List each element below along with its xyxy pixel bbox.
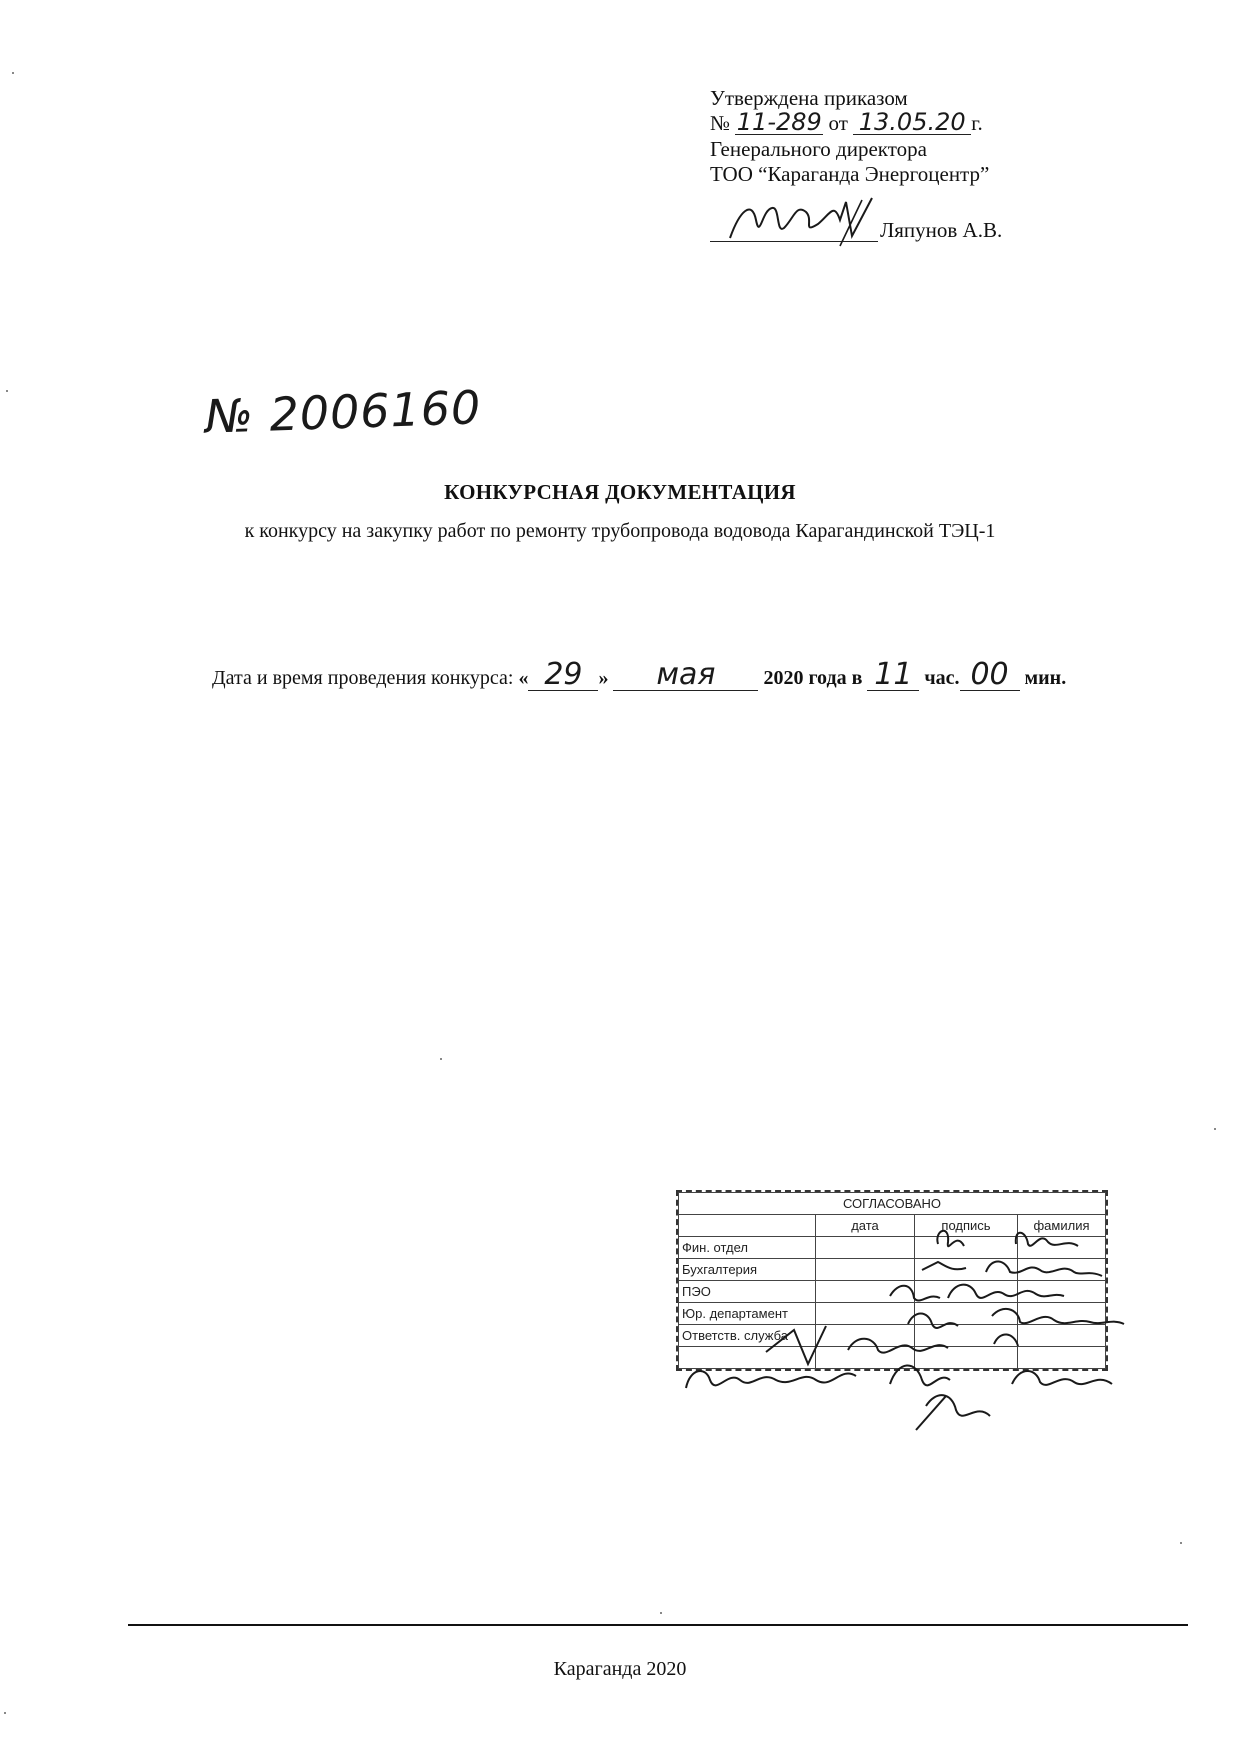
scan-speck (660, 1612, 662, 1614)
contest-month: мая (613, 660, 758, 691)
hour-label: час. (924, 667, 960, 689)
stamp-col-surname: фамилия (1018, 1215, 1106, 1237)
order-date-prefix: от (828, 111, 848, 135)
date-prefix: Дата и время проведения конкурса: (212, 667, 514, 689)
contest-year: 2020 года в (763, 667, 863, 689)
stamp-col-date: дата (816, 1215, 915, 1237)
scan-speck (1180, 1542, 1182, 1544)
stamp-col-signature: подпись (915, 1215, 1018, 1237)
stamp-row-label: Бухгалтерия (679, 1259, 816, 1281)
stamp-row-label: ПЭО (679, 1281, 816, 1303)
approval-title: Утверждена приказом (710, 86, 908, 110)
contest-minute: 00 (960, 660, 1020, 691)
page-title: КОНКУРСНАЯ ДОКУМЕНТАЦИЯ (444, 480, 796, 504)
page-subtitle: к конкурсу на закупку работ по ремонту трубопровода водовода Карагандинской ТЭЦ-1 (244, 520, 996, 542)
stamp-title: СОГЛАСОВАНО (679, 1193, 1106, 1215)
scan-speck (440, 1058, 442, 1060)
stamp-row-label: Ответств. служба (679, 1325, 816, 1347)
contest-day: 29 (528, 660, 598, 691)
footer-city-year: Караганда 2020 (553, 1658, 687, 1680)
order-number-handwritten: 11-289 (736, 108, 822, 136)
scan-speck (1214, 1128, 1216, 1130)
order-date-suffix: г. (971, 111, 983, 135)
minute-label: мин. (1024, 667, 1067, 689)
open-quote: « (518, 667, 529, 689)
contest-hour: 11 (867, 660, 919, 691)
approval-position: Генерального директора (710, 137, 927, 161)
close-quote: » (598, 667, 609, 689)
order-number-prefix: № (710, 111, 731, 135)
approval-signer: Ляпунов А.В. (880, 218, 1003, 242)
scan-speck (12, 72, 14, 74)
scan-speck (6, 390, 8, 392)
footer-rule (128, 1624, 1188, 1626)
contest-date-line (212, 657, 1067, 692)
scan-speck (4, 1712, 6, 1714)
stamp-row-label: Юр. департамент (679, 1303, 816, 1325)
director-signature (722, 190, 892, 250)
handwritten-doc-number: № 2006160 (204, 380, 483, 444)
approval-order-line (710, 110, 983, 135)
stamp-row-label: Фин. отдел (679, 1237, 816, 1259)
stamp-signatures (676, 1220, 1156, 1440)
order-date-handwritten: 13.05.20 (853, 110, 971, 135)
approval-company: ТОО “Караганда Энергоцентр” (710, 162, 990, 186)
